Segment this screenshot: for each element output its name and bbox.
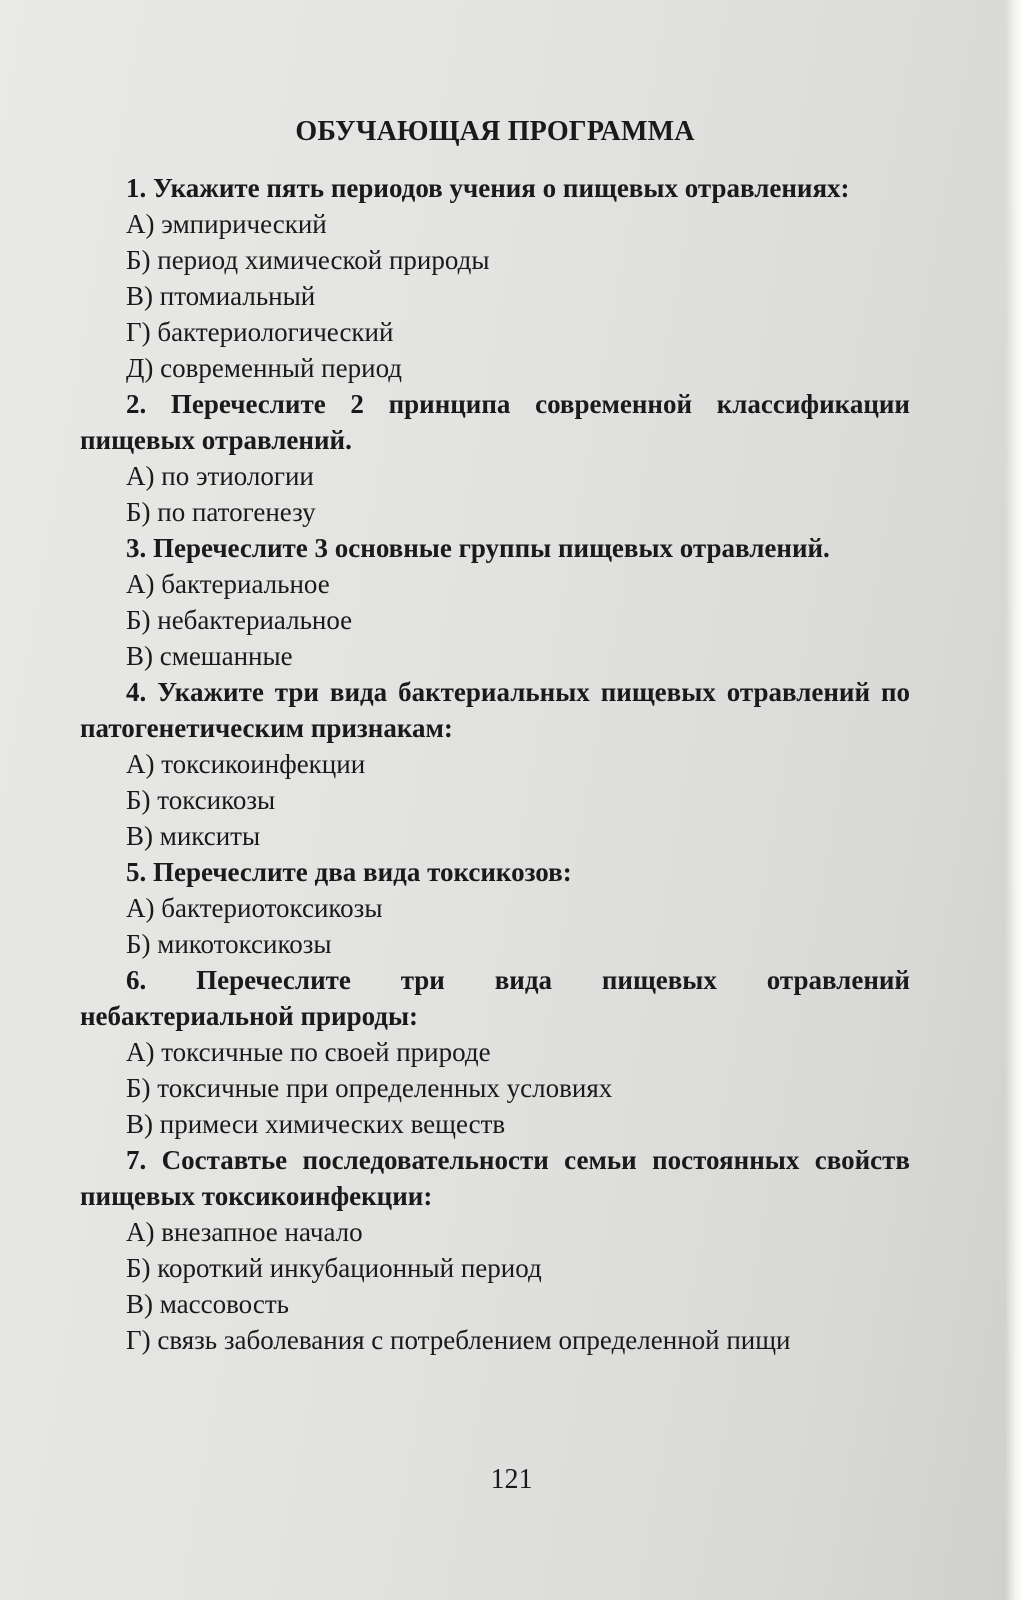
answer-item: Г) бактериологический (126, 317, 394, 347)
answer-item: Б) период химической природы (126, 245, 490, 275)
answer-item: Б) короткий инкубационный период (126, 1253, 542, 1283)
question-text: 2. Перечеслите 2 принципа современной классификации пищевых отравлений. (80, 389, 910, 455)
answer-item: В) массовость (126, 1289, 289, 1319)
question-block-6 (80, 962, 910, 1142)
answer-item: А) эмпирический (126, 209, 327, 239)
answer-list (80, 566, 910, 674)
answer-item: А) токсичные по своей природе (126, 1037, 491, 1067)
answer-item: А) бактериальное (126, 569, 330, 599)
answer-item: Б) токсичные при определенных условиях (126, 1073, 613, 1103)
question-block-7 (80, 1142, 910, 1358)
answer-item: Б) по патогенезу (126, 497, 316, 527)
question-text: 6. Перечеслите три вида пищевых отравлений небактериальной природы: (80, 965, 910, 1031)
page-number: 121 (490, 1464, 533, 1495)
answer-list (80, 890, 910, 962)
question-text: 1. Укажите пять периодов учения о пищевых отравлениях: (126, 173, 850, 203)
question-block-4 (80, 674, 910, 854)
answer-item: В) микситы (126, 821, 261, 851)
answer-list (80, 1214, 910, 1358)
question-block-3 (80, 530, 910, 674)
page-title: ОБУЧАЮЩАЯ ПРОГРАММА (295, 116, 695, 147)
answer-item: Б) небактериальное (126, 605, 353, 635)
question-text: 7. Составтье последовательности семьи постоянных свойств пищевых токсикоинфекции: (80, 1145, 910, 1211)
question-text: 4. Укажите три вида бактериальных пищевых отравлений по патогенетическим признакам: (80, 677, 910, 743)
answer-item: А) внезапное начало (126, 1217, 363, 1247)
answer-item: А) по этиологии (126, 461, 314, 491)
question-text: 5. Перечеслите два вида токсикозов: (126, 857, 572, 887)
answer-item: В) птомиальный (126, 281, 316, 311)
answer-item: Б) микотоксикозы (126, 929, 332, 959)
page-content (80, 112, 910, 1358)
question-block-1 (80, 170, 910, 386)
answer-list (80, 206, 910, 386)
answer-list (80, 1034, 910, 1142)
answer-list (80, 458, 910, 530)
answer-item: А) бактериотоксикозы (126, 893, 383, 923)
answer-item: Д) современный период (126, 353, 403, 383)
question-block-5 (80, 854, 910, 962)
question-text: 3. Перечеслите 3 основные группы пищевых отравлений. (126, 533, 830, 563)
answer-item: Г) связь заболевания с потреблением определенной пищи (126, 1325, 791, 1355)
answer-item: А) токсикоинфекции (126, 749, 366, 779)
answer-item: Б) токсикозы (126, 785, 276, 815)
answer-item: В) смешанные (126, 641, 293, 671)
answer-item: В) примеси химических веществ (126, 1109, 506, 1139)
answer-list (80, 746, 910, 854)
page-edge (1005, 0, 1023, 1600)
question-block-2 (80, 386, 910, 530)
